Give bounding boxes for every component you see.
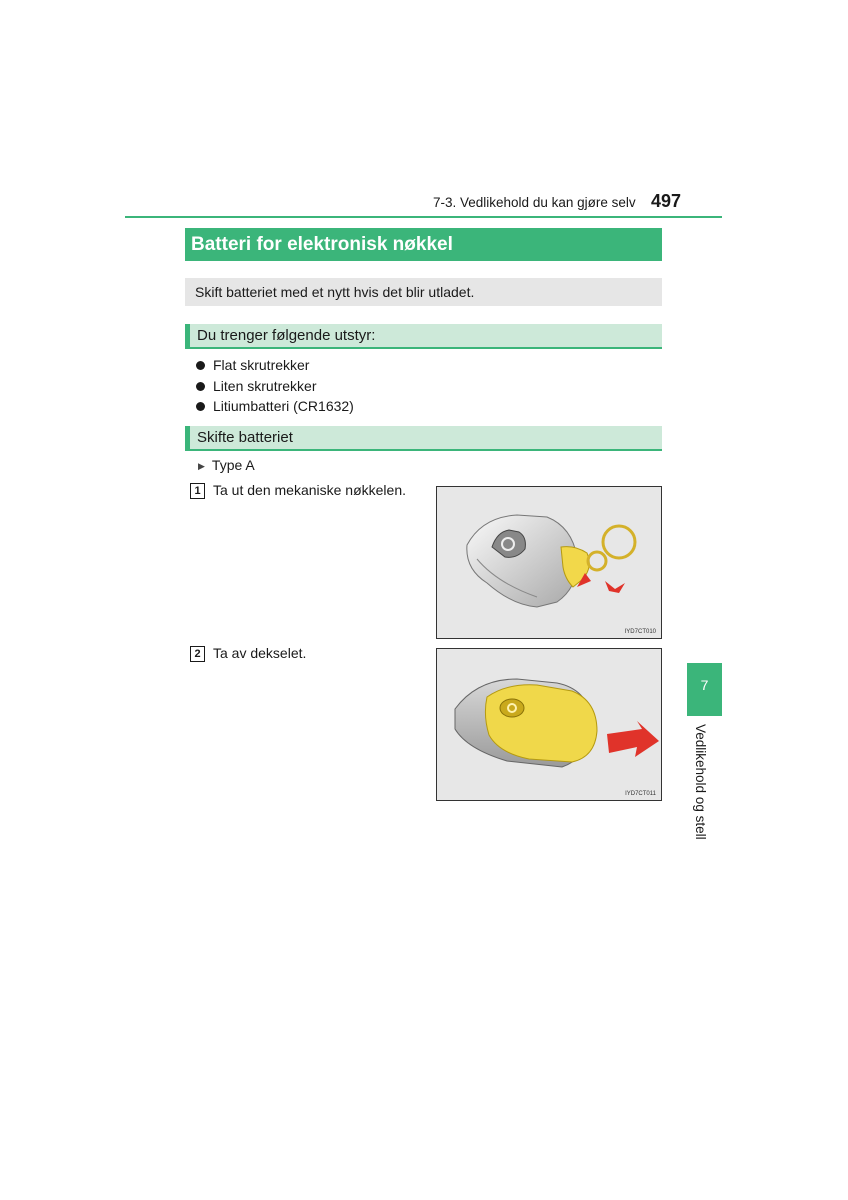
step-1 xyxy=(190,482,406,499)
bullet-icon xyxy=(196,402,205,411)
type-label: Type A xyxy=(211,457,255,473)
page-title: Batteri for elektronisk nøkkel xyxy=(185,228,662,261)
chapter-number: 7 xyxy=(700,677,709,693)
header-rule xyxy=(125,216,722,218)
step-number-box: 2 xyxy=(190,646,205,662)
replace-heading: Skifte batteriet xyxy=(185,426,662,451)
bullet-icon xyxy=(196,382,205,391)
list-item xyxy=(196,355,354,376)
list-item-label: Liten skrutrekker xyxy=(213,377,317,394)
equipment-heading: Du trenger følgende utstyr: xyxy=(185,324,662,349)
step-text: Ta ut den mekaniske nøkkelen. xyxy=(213,482,406,498)
chapter-tab xyxy=(687,663,722,716)
figure-code: IYD7CT010 xyxy=(624,629,656,635)
figure-code: IYD7CT011 xyxy=(625,791,656,797)
page-number: 497 xyxy=(651,191,682,211)
list-item xyxy=(196,376,354,397)
list-item xyxy=(196,396,354,417)
key-fob-cover-illustration xyxy=(437,649,662,801)
triangle-right-icon: ▶ xyxy=(198,461,205,471)
type-line xyxy=(198,457,255,473)
key-fob-illustration xyxy=(437,487,662,639)
step-text: Ta av dekselet. xyxy=(213,645,307,661)
chapter-title: Vedlikehold og stell xyxy=(693,724,708,840)
equipment-list xyxy=(196,355,354,417)
figure-remove-mechanical-key xyxy=(436,486,662,639)
step-2 xyxy=(190,645,306,662)
intro-box: Skift batteriet med et nytt hvis det blir utladet. xyxy=(185,278,662,306)
step-number-box: 1 xyxy=(190,483,205,499)
list-item-label: Flat skrutrekker xyxy=(213,357,310,373)
bullet-icon xyxy=(196,361,205,370)
list-item-label: Litiumbatteri (CR1632) xyxy=(213,398,354,414)
section-header: 7-3. Vedlikehold du kan gjøre selv xyxy=(433,195,636,210)
figure-remove-cover xyxy=(436,648,662,801)
